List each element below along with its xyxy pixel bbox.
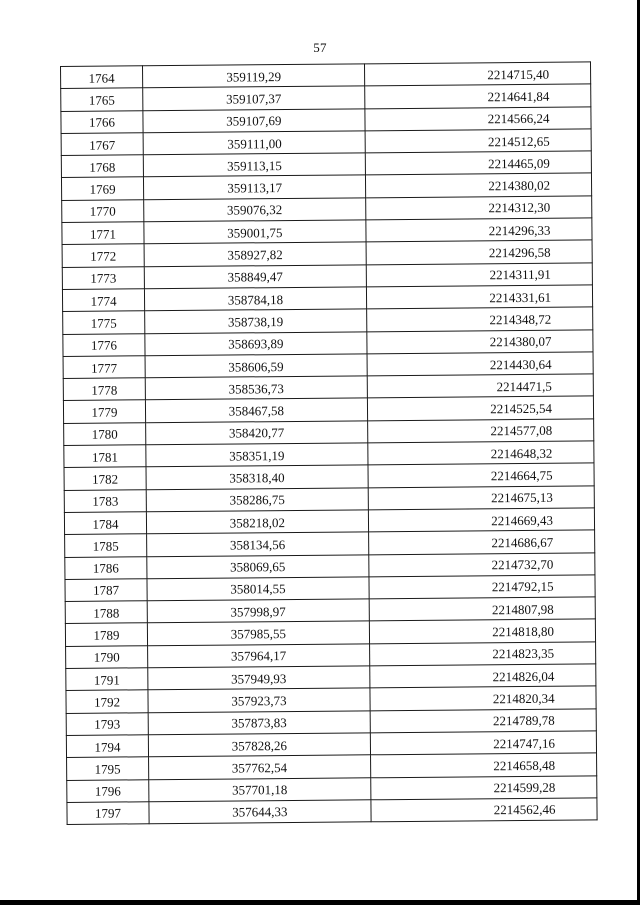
- y-coordinate-cell: [364, 62, 590, 86]
- x-coordinate-cell: [145, 331, 367, 355]
- y-coordinate-cell-text: 2214599,28: [493, 779, 556, 796]
- point-number-cell: [63, 400, 145, 423]
- x-coordinate-cell: [148, 710, 370, 734]
- x-coordinate-cell: [148, 688, 370, 712]
- point-number-cell: [67, 779, 149, 802]
- y-coordinate-cell: [365, 151, 591, 175]
- point-number-cell: [61, 110, 143, 133]
- y-coordinate-cell-text: 2214669,43: [491, 512, 554, 528]
- y-coordinate-cell-text: 2214648,32: [490, 445, 553, 461]
- y-coordinate-cell-text: 2214348,72: [489, 311, 552, 328]
- point-number-cell-text: 1768: [89, 159, 116, 175]
- coordinates-table: [60, 61, 598, 825]
- y-coordinate-cell: [366, 285, 592, 309]
- x-coordinate-cell-text: 358849,47: [227, 269, 283, 285]
- y-coordinate-cell: [371, 798, 597, 822]
- y-coordinate-cell-text: 2214577,08: [490, 423, 553, 439]
- x-coordinate-cell-text: 358218,02: [229, 514, 286, 531]
- x-coordinate-cell-text: 357949,93: [231, 670, 287, 687]
- y-coordinate-cell: [370, 708, 596, 732]
- x-coordinate-cell: [145, 354, 367, 378]
- y-coordinate-cell-text: 2214296,58: [488, 244, 551, 261]
- scan-bottom-edge: [0, 900, 640, 905]
- point-number-cell: [64, 445, 146, 468]
- y-coordinate-cell-text: 2214792,15: [491, 579, 554, 595]
- y-coordinate-cell-text: 2214566,24: [487, 110, 550, 127]
- point-number-cell: [65, 601, 147, 624]
- point-number-cell: [65, 579, 147, 602]
- x-coordinate-cell-text: 357998,97: [230, 603, 286, 620]
- page-number: 57: [313, 40, 327, 55]
- point-number-cell: [64, 512, 146, 535]
- x-coordinate-cell: [145, 398, 367, 422]
- y-coordinate-cell-text: 2214826,04: [492, 668, 555, 684]
- y-coordinate-cell: [367, 374, 593, 398]
- x-coordinate-cell-text: 359113,17: [227, 180, 283, 196]
- y-coordinate-cell-text: 2214380,02: [488, 177, 551, 194]
- point-number-cell-text: 1795: [94, 761, 121, 777]
- y-coordinate-cell-text: 2214820,34: [492, 690, 555, 707]
- x-coordinate-cell-text: 357828,26: [231, 737, 288, 754]
- x-coordinate-cell-text: 358069,65: [230, 559, 286, 575]
- point-number-cell-text: 1770: [89, 203, 116, 220]
- x-coordinate-cell: [147, 554, 369, 578]
- point-number-cell-text: 1781: [91, 449, 118, 465]
- x-coordinate-cell: [144, 265, 366, 289]
- x-coordinate-cell-text: 358467,58: [228, 403, 285, 419]
- x-coordinate-cell: [148, 733, 370, 757]
- x-coordinate-cell-text: 359119,29: [226, 68, 282, 85]
- point-number-cell-text: 1780: [91, 426, 118, 443]
- point-number-cell-text: 1791: [93, 672, 120, 688]
- x-coordinate-cell: [143, 86, 365, 110]
- y-coordinate-cell-text: 2214823,35: [492, 646, 555, 662]
- y-coordinate-cell-text: 2214465,09: [488, 155, 550, 172]
- y-coordinate-cell-text: 2214675,13: [490, 489, 553, 506]
- x-coordinate-cell: [147, 577, 369, 601]
- y-coordinate-cell-text: 2214807,98: [491, 601, 554, 618]
- y-coordinate-cell: [369, 530, 595, 554]
- y-coordinate-cell: [368, 419, 594, 443]
- x-coordinate-cell-text: 358286,75: [229, 492, 285, 508]
- point-number-cell-text: 1778: [91, 382, 118, 398]
- x-coordinate-cell: [143, 175, 365, 199]
- x-coordinate-cell: [144, 220, 366, 244]
- point-number-cell: [65, 534, 147, 557]
- point-number-cell-text: 1771: [89, 226, 117, 242]
- y-coordinate-cell-text: 2214818,80: [492, 623, 555, 640]
- y-coordinate-cell: [367, 352, 593, 376]
- x-coordinate-cell-text: 357964,17: [230, 648, 287, 664]
- x-coordinate-cell: [149, 800, 371, 824]
- y-coordinate-cell: [367, 329, 593, 353]
- x-coordinate-cell: [144, 287, 366, 311]
- point-number-cell-text: 1792: [93, 694, 121, 710]
- y-coordinate-cell: [365, 84, 591, 108]
- point-number-cell: [65, 623, 147, 646]
- y-coordinate-cell: [365, 173, 591, 197]
- x-coordinate-cell-text: 358738,19: [227, 313, 284, 330]
- point-number-cell-text: 1766: [88, 114, 116, 130]
- point-number-cell-text: 1767: [89, 137, 116, 153]
- x-coordinate-cell: [146, 487, 368, 511]
- y-coordinate-cell: [369, 552, 595, 576]
- y-coordinate-cell-text: 2214715,40: [487, 66, 550, 82]
- y-coordinate-cell: [369, 597, 595, 621]
- y-coordinate-cell: [369, 619, 595, 643]
- point-number-cell: [62, 266, 144, 289]
- point-number-cell-text: 1784: [92, 516, 119, 532]
- point-number-cell-text: 1765: [88, 92, 115, 108]
- x-coordinate-cell-text: 357873,83: [231, 715, 287, 731]
- y-coordinate-cell-text: 2214312,30: [488, 200, 551, 216]
- y-coordinate-cell-text: 2214331,61: [489, 289, 552, 305]
- point-number-cell: [66, 668, 148, 691]
- x-coordinate-cell: [143, 131, 365, 155]
- point-number-cell: [62, 200, 144, 223]
- x-coordinate-cell-text: 358351,19: [229, 447, 285, 464]
- point-number-cell: [67, 802, 149, 825]
- y-coordinate-cell: [370, 686, 596, 710]
- y-coordinate-cell: [366, 263, 592, 287]
- point-number-cell-text: 1776: [90, 337, 118, 353]
- y-coordinate-cell: [371, 775, 597, 799]
- y-coordinate-cell-text: 2214789,78: [492, 712, 555, 729]
- point-number-cell: [66, 645, 148, 668]
- point-number-cell: [61, 88, 143, 111]
- point-number-cell: [64, 423, 146, 446]
- point-number-cell-text: 1794: [94, 739, 121, 755]
- y-coordinate-cell-text: 2214664,75: [490, 467, 553, 484]
- point-number-cell-text: 1774: [90, 293, 117, 309]
- y-coordinate-cell: [368, 508, 594, 532]
- y-coordinate-cell: [368, 485, 594, 509]
- y-coordinate-cell-text: 2214380,07: [489, 333, 552, 350]
- point-number-cell: [61, 133, 143, 156]
- y-coordinate-cell-text: 2214430,64: [489, 356, 552, 372]
- x-coordinate-cell-text: 359076,32: [226, 202, 283, 218]
- point-number-cell: [66, 735, 148, 758]
- point-number-cell: [66, 712, 148, 735]
- x-coordinate-cell-text: 357923,73: [231, 693, 287, 709]
- y-coordinate-cell-text: 2214525,54: [490, 400, 553, 417]
- point-number-cell: [61, 66, 143, 89]
- coordinates-table-body: [61, 62, 598, 825]
- point-number-cell: [61, 155, 143, 178]
- x-coordinate-cell-text: 358784,18: [227, 291, 284, 308]
- x-coordinate-cell-text: 357762,54: [231, 759, 288, 776]
- y-coordinate-cell-text: 2214686,67: [491, 534, 554, 551]
- x-coordinate-cell-text: 358693,89: [228, 336, 284, 352]
- point-number-cell: [62, 289, 144, 312]
- y-coordinate-cell: [370, 642, 596, 666]
- y-coordinate-cell: [371, 753, 597, 777]
- y-coordinate-cell: [367, 396, 593, 420]
- point-number-cell: [63, 311, 145, 334]
- y-coordinate-cell: [366, 240, 592, 264]
- point-number-cell: [66, 690, 148, 713]
- point-number-cell-text: 1769: [89, 181, 116, 197]
- x-coordinate-cell-text: 357644,33: [232, 804, 288, 820]
- point-number-cell-text: 1779: [91, 404, 118, 420]
- x-coordinate-cell: [143, 153, 365, 177]
- point-number-cell-text: 1785: [92, 538, 119, 554]
- y-coordinate-cell-text: 2214641,84: [487, 88, 550, 105]
- point-number-cell: [61, 177, 143, 200]
- x-coordinate-cell-text: 359113,15: [227, 157, 282, 174]
- x-coordinate-cell-text: 357985,55: [230, 626, 287, 642]
- point-number-cell: [64, 467, 146, 490]
- y-coordinate-cell-text: 2214296,33: [488, 222, 551, 238]
- point-number-cell: [65, 556, 147, 579]
- x-coordinate-cell: [144, 242, 366, 266]
- x-coordinate-cell: [145, 309, 367, 333]
- point-number-cell: [67, 757, 149, 780]
- coordinates-table-wrapper: [60, 61, 598, 825]
- point-number-cell: [63, 378, 145, 401]
- x-coordinate-cell: [146, 443, 368, 467]
- y-coordinate-cell-text: 2214747,16: [493, 735, 555, 751]
- y-coordinate-cell: [367, 307, 593, 331]
- x-coordinate-cell-text: 359107,37: [225, 91, 282, 107]
- point-number-cell-text: 1790: [93, 649, 120, 666]
- point-number-cell-text: 1772: [90, 248, 117, 264]
- y-coordinate-cell-text: 2214562,46: [493, 802, 556, 818]
- point-number-cell-text: 1783: [92, 493, 119, 510]
- y-coordinate-cell: [368, 463, 594, 487]
- x-coordinate-cell: [148, 644, 370, 668]
- point-number-cell-text: 1782: [92, 471, 119, 487]
- y-coordinate-cell-text: 2214311,91: [489, 267, 551, 283]
- x-coordinate-cell: [143, 64, 365, 88]
- x-coordinate-cell-text: 359107,69: [226, 113, 282, 129]
- x-coordinate-cell-text: 358134,56: [229, 536, 286, 553]
- x-coordinate-cell: [147, 621, 369, 645]
- point-number-cell: [62, 222, 144, 245]
- x-coordinate-cell: [146, 510, 368, 534]
- point-number-cell-text: 1789: [93, 627, 120, 643]
- point-number-cell: [63, 333, 145, 356]
- x-coordinate-cell-text: 358927,82: [227, 247, 283, 263]
- point-number-cell-text: 1796: [94, 783, 121, 799]
- x-coordinate-cell: [149, 755, 371, 779]
- point-number-cell: [63, 356, 145, 379]
- x-coordinate-cell: [143, 108, 365, 132]
- y-coordinate-cell: [365, 106, 591, 130]
- x-coordinate-cell: [147, 599, 369, 623]
- point-number-cell-text: 1777: [91, 360, 118, 376]
- point-number-cell-text: 1773: [90, 270, 117, 287]
- x-coordinate-cell-text: 358420,77: [228, 425, 285, 441]
- x-coordinate-cell: [144, 198, 366, 222]
- point-number-cell-text: 1793: [94, 716, 121, 732]
- x-coordinate-cell-text: 358536,73: [228, 380, 284, 397]
- point-number-cell: [64, 489, 146, 512]
- x-coordinate-cell: [147, 532, 369, 556]
- x-coordinate-cell-text: 358014,55: [230, 581, 286, 598]
- x-coordinate-cell: [146, 465, 368, 489]
- x-coordinate-cell-text: 359001,75: [227, 224, 283, 241]
- y-coordinate-cell: [366, 196, 592, 220]
- y-coordinate-cell-text: 2214512,65: [487, 133, 550, 149]
- y-coordinate-cell: [370, 731, 596, 755]
- point-number-cell-text: 1775: [90, 315, 117, 331]
- x-coordinate-cell: [145, 376, 367, 400]
- x-coordinate-cell: [149, 777, 371, 801]
- point-number-cell: [62, 244, 144, 267]
- x-coordinate-cell-text: 358606,59: [228, 358, 284, 375]
- y-coordinate-cell: [368, 441, 594, 465]
- y-coordinate-cell: [370, 664, 596, 688]
- x-coordinate-cell: [148, 666, 370, 690]
- y-coordinate-cell-text: 2214658,48: [493, 757, 556, 774]
- point-number-cell-text: 1786: [92, 560, 119, 576]
- y-coordinate-cell-text: 2214471,5: [496, 378, 552, 394]
- y-coordinate-cell-text: 2214732,70: [491, 556, 554, 573]
- x-coordinate-cell-text: 358318,40: [229, 470, 285, 486]
- x-coordinate-cell: [146, 421, 368, 445]
- point-number-cell-text: 1787: [93, 582, 120, 599]
- y-coordinate-cell: [365, 129, 591, 153]
- point-number-cell-text: 1797: [94, 805, 122, 822]
- y-coordinate-cell: [369, 575, 595, 599]
- x-coordinate-cell-text: 359111,00: [227, 135, 282, 152]
- table-row: [67, 798, 597, 825]
- point-number-cell-text: 1764: [88, 70, 115, 86]
- point-number-cell-text: 1788: [93, 605, 120, 621]
- y-coordinate-cell: [366, 218, 592, 242]
- x-coordinate-cell-text: 357701,18: [232, 782, 288, 798]
